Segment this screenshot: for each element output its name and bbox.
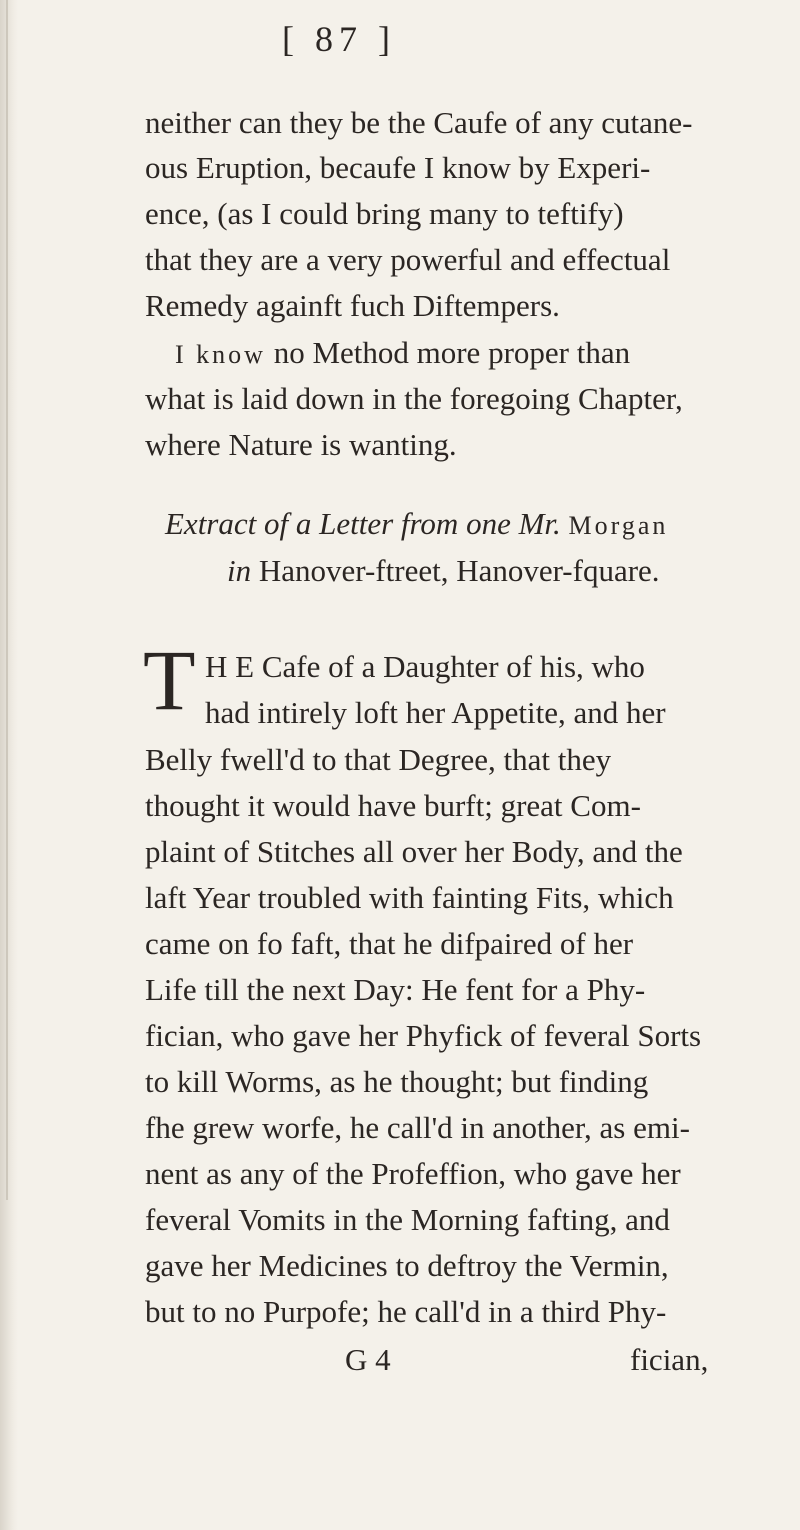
text-line: that they are a very powerful and effectual: [145, 242, 671, 277]
catchword: fician,: [630, 1342, 709, 1377]
heading-italic: Extract of a Letter from one Mr.: [165, 506, 561, 541]
heading-address: Hanover-ftreet, Hanover-fquare.: [258, 553, 660, 588]
text-line: ous Eruption, becaufe I know by Experi-: [145, 150, 651, 185]
heading-name: Morgan: [568, 511, 669, 540]
text-line: what is laid down in the foregoing Chapter,: [145, 381, 683, 416]
small-caps-lead: I know: [175, 340, 266, 369]
text-line: Belly fwell'd to that Degree, that they: [145, 742, 612, 777]
heading-line-2: [227, 555, 660, 586]
heading-italic: in: [227, 553, 252, 588]
gutter-edge: [6, 0, 8, 1200]
text-line: ence, (as I could bring many to teftify): [145, 196, 624, 231]
text-line: neither can they be the Caufe of any cutane-: [145, 105, 693, 140]
text-line: thought it would have burft; great Com-: [145, 788, 641, 823]
text-line: had intirely loft her Appetite, and her: [205, 695, 666, 730]
drop-cap: T: [143, 632, 196, 728]
text-line: came on fo faft, that he difpaired of her: [145, 926, 634, 961]
text-line: where Nature is wanting.: [145, 427, 457, 462]
text-span: no Method more proper than: [265, 335, 631, 370]
text-line: plaint of Stitches all over her Body, and the: [145, 834, 683, 869]
text-line: fician, who gave her Phyfick of feveral Sorts: [145, 1018, 702, 1053]
text-line: H E Cafe of a Daughter of his, who: [205, 649, 645, 684]
text-line: feveral Vomits in the Morning fafting, and: [145, 1202, 670, 1237]
text-line: laft Year troubled with fainting Fits, which: [145, 880, 674, 915]
text-line: [175, 337, 630, 368]
text-line: Remedy againft fuch Diftempers.: [145, 288, 560, 323]
binding-gutter: [0, 0, 18, 1530]
signature-mark: G 4: [345, 1342, 391, 1377]
text-line: but to no Purpofe; he call'd in a third Phy-: [145, 1294, 667, 1329]
heading-line-1: [165, 508, 668, 539]
page-number: [ 87 ]: [282, 19, 396, 59]
text-line: nent as any of the Profeffion, who gave her: [145, 1156, 681, 1191]
text-line: gave her Medicines to deftroy the Vermin,: [145, 1248, 669, 1283]
text-line: fhe grew worfe, he call'd in another, as emi-: [145, 1110, 690, 1145]
text-line: Life till the next Day: He fent for a Phy-: [145, 972, 646, 1007]
text-line: to kill Worms, as he thought; but finding: [145, 1064, 649, 1099]
